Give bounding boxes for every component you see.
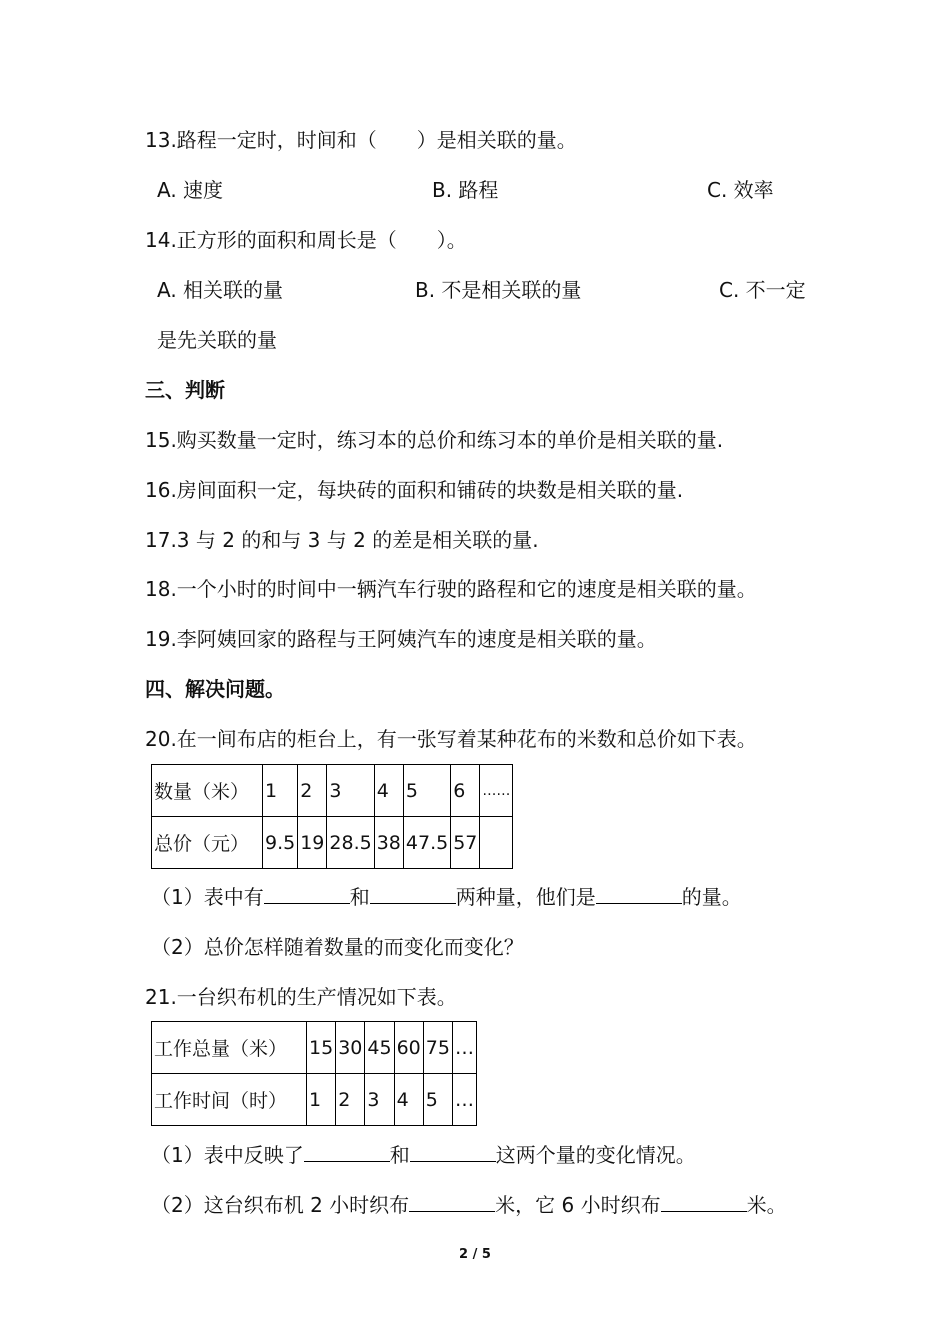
question-20: 20.在一间布店的柜台上，有一张写着某种花布的米数和总价如下表。 [145, 727, 757, 751]
table-cell: 4 [374, 765, 403, 817]
q21-part-2-text-b: 米，它 6 小时织布 [495, 1193, 661, 1217]
table-cell: 47.5 [403, 817, 450, 869]
table-cell: 6 [451, 765, 480, 817]
question-13: 13.路程一定时，时间和（ ）是相关联的量。 [145, 128, 577, 152]
q20-part-1-text-b: 和 [349, 885, 370, 909]
table-cell: 数量（米） [152, 765, 263, 817]
question-16: 16.房间面积一定，每块砖的面积和铺砖的块数是相关联的量. [145, 478, 684, 502]
question-14: 14.正方形的面积和周长是（ ）。 [145, 228, 467, 252]
table-cell: … [452, 1074, 476, 1126]
question-21: 21.一台织布机的生产情况如下表。 [145, 985, 457, 1009]
table-cell: 3 [327, 765, 374, 817]
table-cell: 1 [307, 1074, 336, 1126]
table-cell: 9.5 [263, 817, 298, 869]
section-heading-problems: 四、解决问题。 [145, 677, 285, 701]
table-cell: 75 [423, 1022, 452, 1074]
section-heading-judgement: 三、判断 [145, 378, 225, 402]
table-cell: 30 [336, 1022, 365, 1074]
table-cell: 38 [374, 817, 403, 869]
table-cell: 15 [307, 1022, 336, 1074]
table-cell: 3 [365, 1074, 394, 1126]
table-row [152, 1022, 477, 1074]
answer-blank[interactable] [661, 1191, 747, 1212]
table-row [152, 1074, 477, 1126]
answer-blank[interactable] [304, 1141, 390, 1162]
q21-part-1-text-c: 这两个量的变化情况。 [495, 1143, 696, 1167]
q14-option-c: C. 不一定 [719, 278, 806, 302]
table-row [152, 765, 513, 817]
question-18: 18.一个小时的时间中一辆汽车行驶的路程和它的速度是相关联的量。 [145, 577, 757, 601]
q20-part-1-text-a: （1）表中有 [151, 885, 264, 909]
q20-part-2: （2）总价怎样随着数量的而变化而变化？ [151, 935, 524, 959]
table-row [152, 817, 513, 869]
answer-blank[interactable] [370, 883, 456, 904]
answer-blank[interactable] [264, 883, 350, 904]
table-cell: … [452, 1022, 476, 1074]
table-cell: 57 [451, 817, 480, 869]
table-cell: 1 [263, 765, 298, 817]
table-cell: 28.5 [327, 817, 374, 869]
q20-part-1-text-d: 的量。 [681, 885, 742, 909]
table-cell: 60 [394, 1022, 423, 1074]
q14-option-b: B. 不是相关联的量 [415, 278, 582, 302]
q21-part-1-text-b: 和 [389, 1143, 410, 1167]
table-cell: 19 [298, 817, 327, 869]
table-cell: 45 [365, 1022, 394, 1074]
q20-part-1 [151, 883, 742, 911]
answer-blank[interactable] [410, 1141, 496, 1162]
question-17: 17.3 与 2 的和与 3 与 2 的差是相关联的量. [145, 528, 539, 552]
answer-blank[interactable] [596, 883, 682, 904]
table-cell: 工作总量（米） [152, 1022, 307, 1074]
table-cell: 工作时间（时） [152, 1074, 307, 1126]
loom-production-table [151, 1021, 477, 1126]
table-cell: 2 [336, 1074, 365, 1126]
cloth-price-table [151, 764, 513, 869]
table-cell: 5 [423, 1074, 452, 1126]
q21-part-1 [151, 1141, 696, 1169]
table-cell [480, 817, 513, 869]
q20-part-1-text-c: 两种量，他们是 [455, 885, 596, 909]
q21-part-2 [151, 1191, 787, 1219]
answer-blank[interactable] [409, 1191, 495, 1212]
table-cell: …… [480, 765, 513, 817]
q14-option-a: A. 相关联的量 [157, 278, 284, 302]
table-cell: 5 [403, 765, 450, 817]
question-15: 15.购买数量一定时，练习本的总价和练习本的单价是相关联的量. [145, 428, 724, 452]
question-19: 19.李阿姨回家的路程与王阿姨汽车的速度是相关联的量。 [145, 627, 657, 651]
table-cell: 4 [394, 1074, 423, 1126]
q14-option-c-continued: 是先关联的量 [157, 328, 277, 352]
q13-option-c: C. 效率 [707, 178, 774, 202]
page-number: 2 / 5 [459, 1247, 491, 1262]
q21-part-2-text-a: （2）这台织布机 2 小时织布 [151, 1193, 410, 1217]
q21-part-2-text-c: 米。 [746, 1193, 787, 1217]
q13-option-b: B. 路程 [432, 178, 499, 202]
table-cell: 总价（元） [152, 817, 263, 869]
q21-part-1-text-a: （1）表中反映了 [151, 1143, 304, 1167]
table-cell: 2 [298, 765, 327, 817]
q13-option-a: A. 速度 [157, 178, 224, 202]
